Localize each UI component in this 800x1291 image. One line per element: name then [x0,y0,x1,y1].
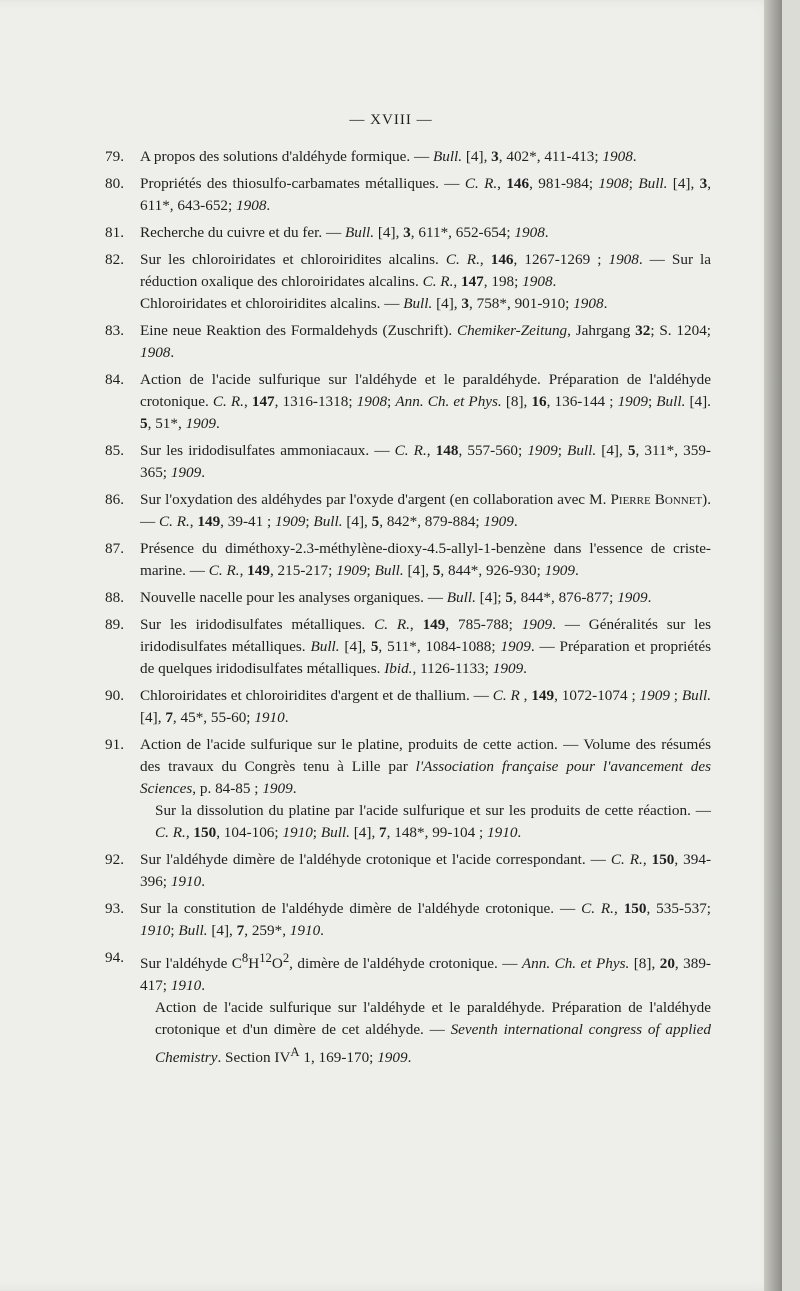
entry-text: Eine neue Reaktion des Formaldehyds (Zuschrift). Chemiker-Zeitung, Jahrgang 32; S. 1204; 1908. [140,322,712,361]
entry-number: 94. [105,949,124,966]
entry-number: 85. [105,442,124,459]
entry-number: 84. [105,371,124,388]
bibliography-entry [105,222,711,244]
entry-number: 83. [105,322,124,339]
bibliography-entry [105,614,711,680]
entry-text: Sur les iridodisulfates ammoniacaux. — C. R., 148, 557-560; 1909; Bull. [4], 5, 311*, 359-365; 1909. [140,442,711,481]
entry-number: 79. [105,148,124,165]
entry-number: 81. [105,224,124,241]
entry-subparagraph: Chloroiridates et chloroiridites alcalins. — Bull. [4], 3, 758*, 901-910; 1908. [140,295,608,312]
entry-number: 92. [105,851,124,868]
entry-text: A propos des solutions d'aldéhyde formique. — Bull. [4], 3, 402*, 411-413; 1908. [140,148,637,165]
entry-text: Sur l'aldéhyde $C^8H^{12}O^2$, dimère de l'aldéhyde crotonique. — Ann. Ch. et Phys. [8], 20, 389-417; 1910. [140,951,711,995]
entry-subparagraph: Sur la dissolution du platine par l'acide sulfurique et sur les produits de cette réaction. — C. R., 150, 104-106; 1910; Bull. [4], 7, 148*, 99-104 ; 1910. [155,802,711,841]
bibliography-entry [105,849,711,893]
bibliography-list [105,146,711,1074]
bibliography-entry [105,369,711,435]
bibliography-entry [105,146,711,168]
entry-number: 82. [105,251,124,268]
entry-number: 86. [105,491,124,508]
bibliography-entry [105,685,711,729]
entry-number: 87. [105,540,124,557]
entry-subparagraph: Action de l'acide sulfurique sur l'aldéhyde et le paraldéhyde. Préparation de l'aldéhyde crotonique et d'un dimère de cet aldéhyde. — Seventh international congress of applied Chemistry. Section $IV^A$ 1, 169-170; 1909. [155,999,711,1067]
bibliography-entry [105,320,711,364]
bibliography-entry [105,489,711,533]
bibliography-entry [105,249,711,315]
entry-number: 91. [105,736,124,753]
entry-number: 90. [105,687,124,704]
entry-text: Chloroiridates et chloroiridites d'argent et de thallium. — C. R , 149, 1072-1074 ; 1909 ; Bull. [4], 7, 45*, 55-60; 1910. [140,687,711,726]
bibliography-entry [105,734,711,844]
bibliography-entry [105,898,711,942]
page-header: — XVIII — [349,112,433,128]
entry-text: Sur les iridodisulfates métalliques. C. R., 149, 785-788; 1909. — Généralités sur les iridodisulfates métalliques. Bull. [4], 5, 511*, 1084-1088; 1909. — Préparation et propriétés de quelques iridodisulfates métalliques. Ibid., 1126-1133; 1909. [140,616,712,677]
entry-text: Nouvelle nacelle pour les analyses organiques. — Bull. [4]; 5, 844*, 876-877; 1909. [140,589,652,606]
entry-number: 89. [105,616,124,633]
entry-text: Action de l'acide sulfurique sur l'aldéhyde et le paraldéhyde. Préparation de l'aldéhyde crotonique. C. R., 147, 1316-1318; 1908; Ann. Ch. et Phys. [8], 16, 136-144 ; 1909; Bull. [4]. 5, 51*, 1909. [140,371,711,432]
entry-number: 80. [105,175,124,192]
entry-text: Sur l'aldéhyde dimère de l'aldéhyde crotonique et l'acide correspondant. — C. R., 150, 394-396; 1910. [140,851,712,890]
bibliography-entry [105,947,711,1069]
entry-text: Sur l'oxydation des aldéhydes par l'oxyde d'argent (en collaboration avec M. Pierre Bonnet). — C. R., 149, 39-41 ; 1909; Bull. [4], 5, 842*, 879-884; 1909. [140,491,712,530]
entry-number: 88. [105,589,124,606]
entry-text: Recherche du cuivre et du fer. — Bull. [4], 3, 611*, 652-654; 1908. [140,224,549,241]
bibliography-entry [105,538,711,582]
bibliography-entry [105,587,711,609]
entry-text: Action de l'acide sulfurique sur le platine, produits de cette action. — Volume des résumés des travaux du Congrès tenu à Lille par l'Association française pour l'avancement des Sciences, p. 84-85 ; 1909. [140,736,711,797]
bibliography-entry [105,173,711,217]
bibliography-entry [105,440,711,484]
entry-text: Présence du diméthoxy-2.3-méthylène-dioxy-4.5-allyl-1-benzène dans l'essence de criste-marine. — C. R., 149, 215-217; 1909; Bull. [4], 5, 844*, 926-930; 1909. [140,540,711,579]
entry-text: Propriétés des thiosulfo-carbamates métalliques. — C. R., 146, 981-984; 1908; Bull. [4], 3, 611*, 643-652; 1908. [140,175,711,214]
entry-text: Sur la constitution de l'aldéhyde dimère de l'aldéhyde crotonique. — C. R., 150, 535-537; 1910; Bull. [4], 7, 259*, 1910. [140,900,712,939]
page-edge-shadow [764,0,782,1291]
entry-text: Sur les chloroiridates et chloroiridites alcalins. C. R., 146, 1267-1269 ; 1908. — Sur la réduction oxalique des chloroiridates alcalins. C. R., 147, 198; 1908. [140,251,712,290]
entry-number: 93. [105,900,124,917]
